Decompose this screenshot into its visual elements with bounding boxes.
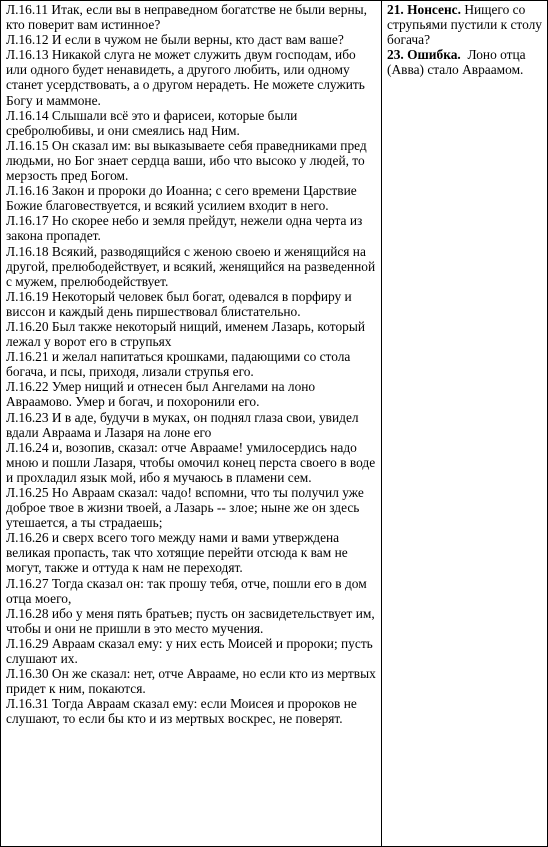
- note-label: 23. Ошибка.: [387, 47, 461, 63]
- verse-16-12: Л.16.12 И если в чужом не были верны, кто даст вам ваше?: [6, 32, 344, 48]
- verse-16-18: Л.16.18 Всякий, разводящийся с женою своею и женящийся на другой, прелюбодействует, и всякий, женящийся на разведенной с мужем, прелюбодействует.: [6, 243, 376, 289]
- verse-16-21: Л.16.21 и желал напитаться крошками, падающими со стола богача, и псы, приходя, лизали струпья его.: [6, 349, 351, 380]
- commentary-column: [382, 1, 548, 847]
- note-error: [387, 47, 543, 77]
- verse-16-28: Л.16.28 ибо у меня пять братьев; пусть он засвидетельствует им, чтобы и они не пришли в это место мучения.: [6, 605, 375, 636]
- verse-16-29: Л.16.29 Авраам сказал ему: у них есть Моисей и пророки; пусть слушают их.: [6, 635, 373, 667]
- verse-16-26: Л.16.26 и сверх всего того между нами и вами утверждена великая пропасть, так что хотящие перейти отсюда к вам не могут, также и оттуда к нам не переходят.: [6, 530, 348, 576]
- verse-16-15: Л.16.15 Он сказал им: вы выказываете себя праведниками пред людьми, но Бог знает сердца ваши, ибо что высоко у людей, то мерзость пред Богом.: [6, 137, 367, 184]
- verse-16-30: Л.16.30 Он же сказал: нет, отче Аврааме, но если кто из мертвых придет к ним, покаются.: [6, 666, 376, 697]
- note-label: 21. Нонсенс.: [387, 2, 461, 17]
- verse-16-24: Л.16.24 и, возопив, сказал: отче Аврааме! умилосердись надо мною и пошли Лазаря, чтобы омочил конец перста своего в воде и прохладил язык мой, ибо я мучаюсь в пламени сем.: [6, 439, 376, 485]
- verse-16-22: Л.16.22 Умер нищий и отнесен был Ангелами на лоно Авраамово. Умер и богач, и похоронили его.: [6, 379, 316, 410]
- verse-16-31: Л.16.31 Тогда Авраам сказал ему: если Моисея и пророков не слушают, то если бы кто и из мертвых воскрес, не поверят.: [6, 696, 357, 727]
- verse-16-23: Л.16.23 И в аде, будучи в муках, он поднял глаза свои, увидел вдали Авраама и Лазаря на лоне его: [6, 409, 359, 440]
- verse-16-11: Л.16.11 Итак, если вы в неправедном богатстве не были верны, кто поверит вам истинное?: [6, 2, 367, 33]
- verse-16-13: Л.16.13 Никакой слуга не может служить двум господам, ибо или одного будет ненавидеть, а другого любить, или одному станет усердствовать, а о другом нерадеть. Не можете служить Богу и маммоне.: [6, 47, 365, 108]
- note-text: Лоно отца (Авва) стало Авраамом.: [387, 47, 529, 78]
- scripture-column: [1, 1, 382, 847]
- verse-16-19: Л.16.19 Некоторый человек был богат, одевался в порфиру и виссон и каждый день пиршествовал блистательно.: [6, 288, 352, 319]
- verse-16-25: Л.16.25 Но Авраам сказал: чадо! вспомни, что ты получил уже доброе твое в жизни твоей, а Лазарь -- злое; ныне же он здесь утешается, а ты страдаешь;: [6, 485, 364, 531]
- verse-16-16: Л.16.16 Закон и пророки до Иоанна; с сего времени Царствие Божие благовествуется, и всякий усилием входит в него.: [6, 183, 357, 214]
- note-nonsense: [387, 2, 543, 47]
- verse-16-17: Л.16.17 Но скорее небо и земля прейдут, нежели одна черта из закона пропадет.: [6, 213, 363, 244]
- note-text: Нищего со струпьями пустили к столу богача?: [387, 2, 542, 48]
- verse-16-20: Л.16.20 Был также некоторый нищий, именем Лазарь, который лежал у ворот его в струпьях: [6, 318, 365, 350]
- table-row: [1, 1, 548, 847]
- verse-16-14: Л.16.14 Слышали всё это и фарисеи, которые были сребролюбивы, и они смеялись над Ним.: [6, 107, 298, 138]
- verse-16-27: Л.16.27 Тогда сказал он: так прошу тебя, отче, пошли его в дом отца моего,: [6, 575, 367, 606]
